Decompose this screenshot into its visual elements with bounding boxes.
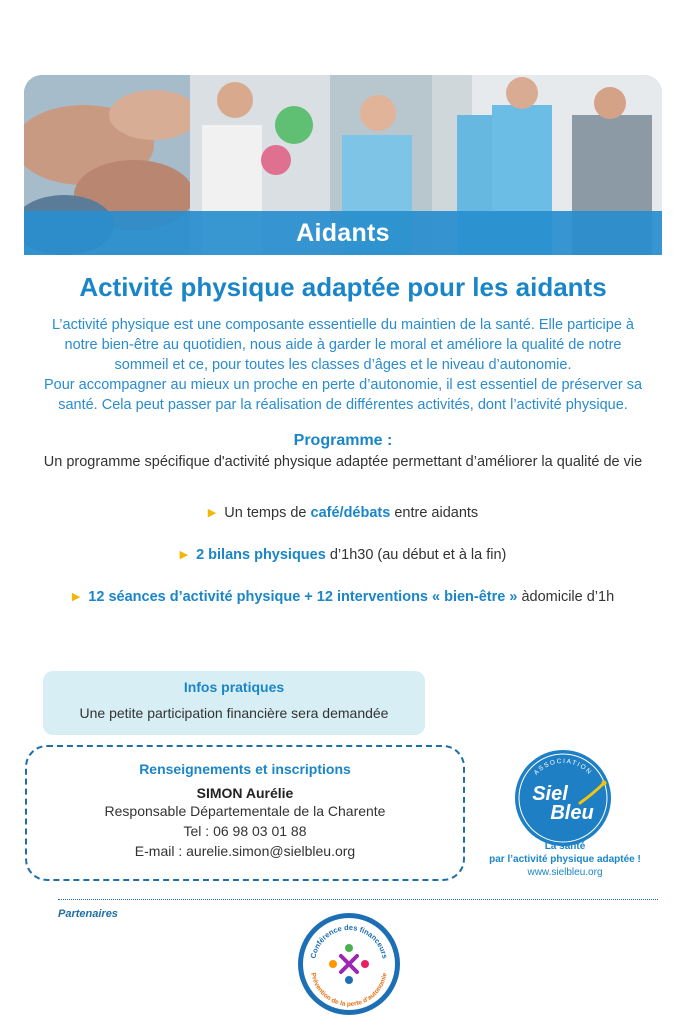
programme-item (0, 505, 686, 521)
contact-title: Renseignements et inscriptions (139, 761, 351, 777)
contact-role: Responsable Départementale de la Charente (104, 803, 386, 819)
siel-bleu-tagline (470, 840, 660, 866)
tagline-line-2: par l’activité physique adaptée ! (489, 854, 641, 865)
contact-phone: Tel : 06 98 03 01 88 (183, 823, 307, 839)
programme-title: Programme : (293, 432, 393, 449)
logo-name-1: Siel (532, 783, 568, 805)
programme-item (0, 547, 686, 563)
siel-bleu-url: www.sielbleu.org (527, 867, 603, 878)
programme-description: Un programme spécifique d'activité physique adaptée permettant d’améliorer la qualité de vie (43, 454, 643, 470)
partners-label: Partenaires (58, 908, 118, 920)
header-banner (24, 75, 662, 255)
bullet-triangle-icon: ▶ (71, 591, 81, 603)
item-highlight: 2 bilans physiques (196, 547, 326, 563)
bullet-triangle-icon: ▶ (179, 549, 189, 561)
intro-line: L’activité physique est une composante essentielle du maintien de la santé. Elle participe à (52, 317, 634, 333)
banner-title: Aidants (296, 218, 390, 247)
intro-line: sommeil et ce, pour toutes les classes d’âges et le niveau d’autonomie. (114, 357, 572, 373)
intro-line: notre bien-être au quotidien, nous aide à garder le moral et améliore la qualité de notre (64, 337, 622, 353)
item-text: d’1h30 (au début et à la fin) (325, 547, 507, 563)
conference-top-text: Conférence des financeurs (308, 922, 390, 960)
contact-email: E-mail : aurelie.simon@sielbleu.org (134, 843, 356, 859)
banner-title-bar (24, 211, 662, 255)
conference-bottom-text: Prévention de la perte d’autonomie (309, 972, 389, 1009)
intro-line: Pour accompagner au mieux un proche en perte d’autonomie, il est essentiel de préserver sa (43, 377, 643, 393)
siel-bleu-logo (510, 745, 616, 851)
practical-info-text: Une petite participation financière sera demandée (79, 705, 389, 721)
bullet-triangle-icon: ▶ (207, 507, 217, 519)
logo-name-2: Bleu (550, 802, 594, 824)
item-highlight: café/débats (310, 505, 391, 521)
item-highlight: 12 séances d’activité physique + 12 interventions « bien-être » (88, 589, 518, 605)
contact-box (25, 745, 465, 881)
item-text: entre aidants (390, 505, 479, 521)
contact-name: SIMON Aurélie (196, 785, 294, 801)
intro-line: santé. Cela peut passer par la réalisation de différentes activités, dont l’activité physique. (58, 397, 628, 413)
footer-divider (58, 899, 658, 900)
programme-item (0, 589, 686, 605)
practical-info-title: Infos pratiques (183, 679, 285, 695)
logo-arc-label: ASSOCIATION (532, 757, 594, 777)
intro-paragraph (20, 315, 666, 415)
tagline-line-1: La santé (544, 841, 586, 852)
item-text: àdomicile d’1h (517, 589, 615, 605)
conference-financeurs-logo (295, 910, 403, 1018)
item-text: Un temps de (224, 505, 311, 521)
page-title: Activité physique adaptée pour les aidants (79, 272, 607, 302)
practical-info-box (43, 671, 425, 735)
